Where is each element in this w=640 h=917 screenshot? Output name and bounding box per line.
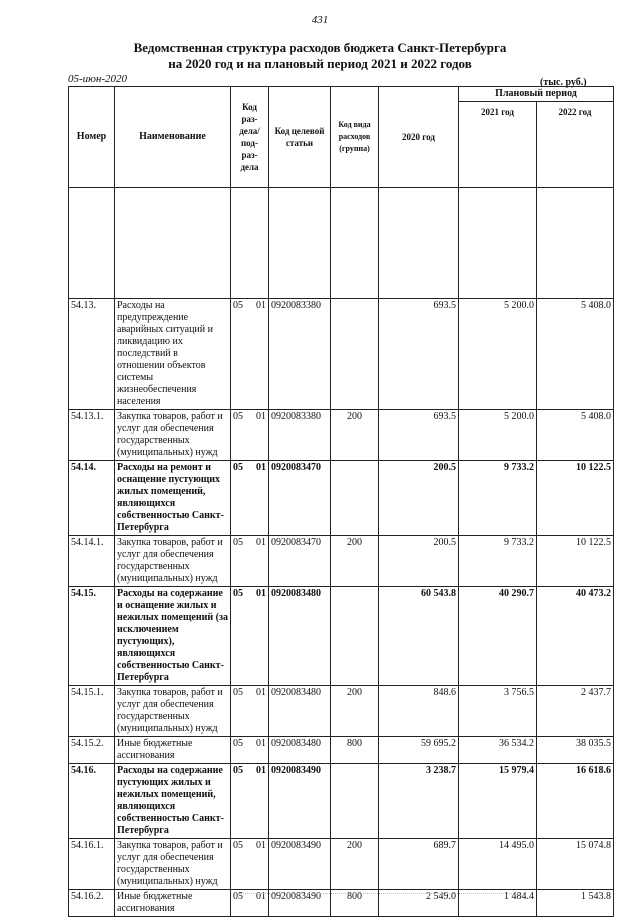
header-number: Номер <box>69 87 115 188</box>
row-section-code: 05 <box>233 891 243 902</box>
row-expense-type <box>331 299 379 410</box>
row-number: 54.16.2. <box>69 890 115 917</box>
header-2022: 2022 год <box>537 102 614 188</box>
header-2021: 2021 год <box>459 102 537 188</box>
row-value-2022: 15 074.8 <box>537 839 614 890</box>
row-section-code: 05 <box>233 300 243 311</box>
header-expense-type: Код вида расходов (группа) <box>331 87 379 188</box>
table-row <box>69 686 614 737</box>
header-section: Код раз-дела/ под-раз-дела <box>231 87 269 188</box>
row-target-code: 0920083470 <box>269 461 331 536</box>
row-section <box>231 410 269 461</box>
row-value-2022: 5 408.0 <box>537 299 614 410</box>
row-number: 54.16.1. <box>69 839 115 890</box>
row-section <box>231 461 269 536</box>
row-number: 54.14.1. <box>69 536 115 587</box>
row-value-2020: 3 238.7 <box>379 764 459 839</box>
row-section-code: 05 <box>233 765 243 776</box>
row-expense-type: 200 <box>331 410 379 461</box>
row-expense-type <box>331 461 379 536</box>
row-section-code: 05 <box>233 738 243 749</box>
budget-table <box>68 86 614 917</box>
row-value-2022: 38 035.5 <box>537 737 614 764</box>
row-value-2021: 15 979.4 <box>459 764 537 839</box>
row-number: 54.15. <box>69 587 115 686</box>
row-value-2020: 200.5 <box>379 461 459 536</box>
row-name: Закупка товаров, работ и услуг для обеспечения государственных (муниципальных) нужд <box>115 839 231 890</box>
row-number: 54.15.2. <box>69 737 115 764</box>
table-row <box>69 587 614 686</box>
header-planned-period: Плановый период <box>459 87 614 102</box>
row-section <box>231 536 269 587</box>
row-expense-type: 200 <box>331 686 379 737</box>
row-section-code: 05 <box>233 588 243 599</box>
table-header-row <box>69 87 614 102</box>
header-name: Наименование <box>115 87 231 188</box>
row-value-2022: 1 543.8 <box>537 890 614 917</box>
row-value-2020: 200.5 <box>379 536 459 587</box>
row-value-2022: 2 437.7 <box>537 686 614 737</box>
row-subsection-code: 01 <box>256 537 266 548</box>
row-subsection-code: 01 <box>256 840 266 851</box>
spacer-row <box>69 188 614 299</box>
table-row <box>69 299 614 410</box>
row-subsection-code: 01 <box>256 300 266 311</box>
document-title <box>0 40 640 72</box>
row-expense-type: 800 <box>331 737 379 764</box>
row-name: Расходы на ремонт и оснащение пустующих жилых помещений, являющихся собственностью Санкт-Петербурга <box>115 461 231 536</box>
row-value-2020: 689.7 <box>379 839 459 890</box>
row-section-code: 05 <box>233 537 243 548</box>
row-value-2021: 14 495.0 <box>459 839 537 890</box>
row-value-2021: 5 200.0 <box>459 299 537 410</box>
row-expense-type <box>331 587 379 686</box>
title-line-2: на 2020 год и на плановый период 2021 и 2022 годов <box>168 56 472 71</box>
row-section-code: 05 <box>233 411 243 422</box>
row-section <box>231 737 269 764</box>
row-name: Иные бюджетные ассигнования <box>115 890 231 917</box>
row-value-2022: 10 122.5 <box>537 461 614 536</box>
row-value-2021: 3 756.5 <box>459 686 537 737</box>
row-value-2021: 40 290.7 <box>459 587 537 686</box>
row-name: Закупка товаров, работ и услуг для обеспечения государственных (муниципальных) нужд <box>115 536 231 587</box>
row-subsection-code: 01 <box>256 411 266 422</box>
row-subsection-code: 01 <box>256 687 266 698</box>
row-target-code: 0920083490 <box>269 839 331 890</box>
units-label: (тыс. руб.) <box>540 77 587 88</box>
page-number: 431 <box>311 14 329 26</box>
table-row <box>69 536 614 587</box>
row-target-code: 0920083380 <box>269 299 331 410</box>
row-number: 54.16. <box>69 764 115 839</box>
row-expense-type <box>331 764 379 839</box>
row-number: 54.14. <box>69 461 115 536</box>
title-line-1: Ведомственная структура расходов бюджета Санкт-Петербурга <box>133 40 507 55</box>
row-value-2020: 60 543.8 <box>379 587 459 686</box>
row-value-2020: 59 695.2 <box>379 737 459 764</box>
header-target: Код целевой статьи <box>269 87 331 188</box>
row-subsection-code: 01 <box>256 588 266 599</box>
row-value-2021: 9 733.2 <box>459 461 537 536</box>
row-value-2021: 5 200.0 <box>459 410 537 461</box>
row-value-2022: 10 122.5 <box>537 536 614 587</box>
table-row <box>69 410 614 461</box>
row-expense-type: 200 <box>331 536 379 587</box>
row-value-2022: 16 618.6 <box>537 764 614 839</box>
row-value-2022: 40 473.2 <box>537 587 614 686</box>
row-value-2020: 693.5 <box>379 410 459 461</box>
row-name: Закупка товаров, работ и услуг для обеспечения государственных (муниципальных) нужд <box>115 686 231 737</box>
row-subsection-code: 01 <box>256 765 266 776</box>
row-value-2020: 2 549.0 <box>379 890 459 917</box>
row-section <box>231 686 269 737</box>
row-section-code: 05 <box>233 462 243 473</box>
row-section <box>231 299 269 410</box>
row-value-2022: 5 408.0 <box>537 410 614 461</box>
table-row <box>69 737 614 764</box>
row-value-2021: 1 484.4 <box>459 890 537 917</box>
row-target-code: 0920083480 <box>269 737 331 764</box>
row-target-code: 0920083490 <box>269 764 331 839</box>
row-name: Иные бюджетные ассигнования <box>115 737 231 764</box>
row-section <box>231 764 269 839</box>
table-row <box>69 461 614 536</box>
row-name: Расходы на содержание пустующих жилых и нежилых помещений, являющихся собственностью Санкт-Петербурга <box>115 764 231 839</box>
row-subsection-code: 01 <box>256 891 266 902</box>
row-value-2021: 9 733.2 <box>459 536 537 587</box>
row-section <box>231 587 269 686</box>
row-value-2021: 36 534.2 <box>459 737 537 764</box>
row-expense-type: 200 <box>331 839 379 890</box>
row-target-code: 0920083470 <box>269 536 331 587</box>
table-body <box>69 188 614 917</box>
row-target-code: 0920083490 <box>269 890 331 917</box>
row-number: 54.13.1. <box>69 410 115 461</box>
footer-mark <box>240 893 520 897</box>
row-name: Расходы на содержание и оснащение жилых и нежилых помещений (за исключением пустующих), являющихся собственностью Санкт-Петербурга <box>115 587 231 686</box>
row-value-2020: 848.6 <box>379 686 459 737</box>
row-target-code: 0920083480 <box>269 587 331 686</box>
row-expense-type: 800 <box>331 890 379 917</box>
row-section-code: 05 <box>233 840 243 851</box>
header-2020: 2020 год <box>379 87 459 188</box>
table-row <box>69 764 614 839</box>
row-number: 54.13. <box>69 299 115 410</box>
row-target-code: 0920083380 <box>269 410 331 461</box>
table-row <box>69 839 614 890</box>
row-number: 54.15.1. <box>69 686 115 737</box>
row-subsection-code: 01 <box>256 462 266 473</box>
document-date: 05-июн-2020 <box>68 73 128 85</box>
row-target-code: 0920083480 <box>269 686 331 737</box>
row-value-2020: 693.5 <box>379 299 459 410</box>
row-section <box>231 839 269 890</box>
row-section-code: 05 <box>233 687 243 698</box>
row-name: Расходы на предупреждение аварийных ситуаций и ликвидацию их последствий в отношении объектов системы жизнеобеспечения населения <box>115 299 231 410</box>
row-name: Закупка товаров, работ и услуг для обеспечения государственных (муниципальных) нужд <box>115 410 231 461</box>
row-subsection-code: 01 <box>256 738 266 749</box>
